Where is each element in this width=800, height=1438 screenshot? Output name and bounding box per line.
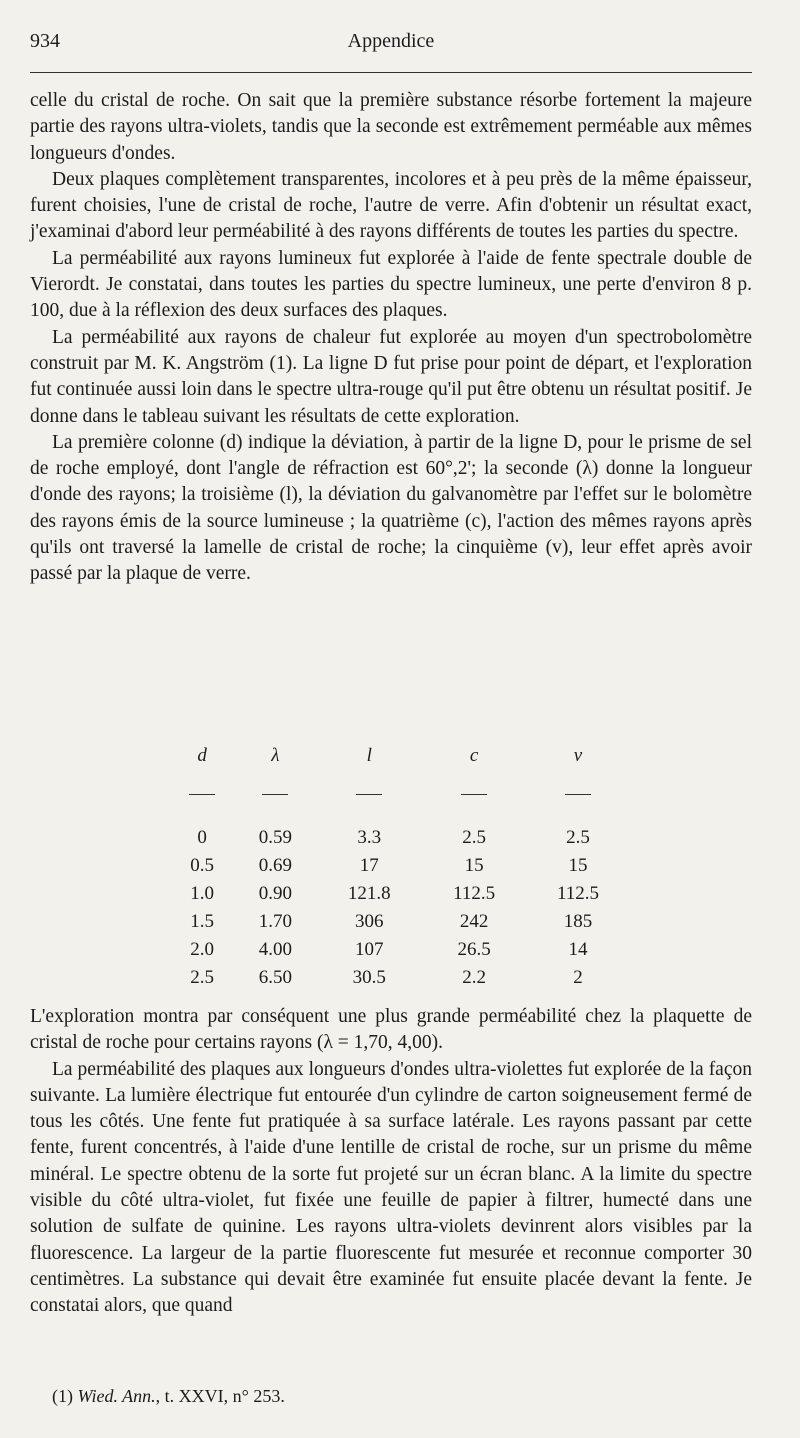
table-cell: 0.59 (258, 827, 292, 848)
paragraph: La première colonne (d) indique la déviation, à partir de la ligne D, pour le prisme de sel de roche employé, dont l'angle de réfraction est 60°,2'; la seconde (λ) donne la longueur d'onde des rayons; la troisième (l), la déviation du galvanomètre par l'effet sur le bolomètre des rayons émis de la source lumineuse ; la quatrième (c), l'action des mêmes rayons après qu'ils ont traversé la lamelle de cristal de roche; la cinquième (v), leur effet après avoir passé par la plaque de verre. (30, 431, 752, 585)
paragraph: La perméabilité aux rayons de chaleur fut explorée au moyen d'un spectrobolomètre construit par M. K. Angström (1). La ligne D fut prise pour point de départ, et l'exploration fut continuée aussi loin dans le spectre ultra-rouge qu'il put être obtenu un résultat positif. Je donne dans le tableau suivant les résultats de cette exploration. (30, 326, 752, 427)
paragraph: celle du cristal de roche. On sait que la première substance résorbe fortement la majeure partie des rayons ultra-violets, tandis que la seconde est extrêmement perméable aux mêmes longueurs d'ondes. (30, 90, 752, 164)
paragraph: La perméabilité aux rayons lumineux fut explorée à l'aide de fente spectrale double de Vierordt. Je constatai, dans toutes les parties du spectre lumineux, une perte d'environ 8 p. 100, due à la réflexion des deux surfaces des plaques. (30, 247, 752, 322)
footnote-reference: , t. XXVI, n° 253. (155, 1386, 285, 1406)
table-dash-row (170, 772, 630, 808)
paragraph: Deux plaques complètement transparentes, incolores et à peu près de la même épaisseur, furent choisies, l'une de cristal de roche, l'autre de verre. Afin d'obtenir un résultat exact, j'examinai d'abord leur perméabilité à des rayons différents de toutes les parties du spectre. (30, 168, 752, 243)
table-cell: 4.00 (258, 939, 292, 960)
table-header-row (170, 740, 630, 772)
column-dash (565, 794, 591, 795)
table-cell: 15 (464, 855, 484, 876)
paragraph: L'exploration montra par conséquent une plus grande perméabilité chez la plaquette de cristal de roche pour certains rayons (λ = 1,70, 4,00). (30, 1006, 752, 1054)
column-dash (461, 794, 487, 795)
table-cell: 2.0 (190, 939, 214, 960)
column-dash (189, 794, 215, 795)
table-cell: 0.5 (190, 855, 214, 876)
table-cell: 6.50 (258, 967, 292, 988)
table-cell: 242 (459, 911, 489, 932)
table-row (170, 852, 630, 880)
table-cell: 0.69 (258, 855, 292, 876)
table-cell: 306 (355, 911, 384, 932)
column-header-c: c (469, 745, 479, 766)
table-cell: 2.5 (462, 827, 486, 848)
footnote-journal: Wied. Ann. (77, 1386, 156, 1406)
table-row (170, 824, 630, 852)
table-cell: 1.5 (190, 911, 214, 932)
table-cell: 1.70 (258, 911, 292, 932)
table-cell: 1.0 (190, 883, 214, 904)
table-cell: 0.90 (258, 883, 292, 904)
table-cell: 112.5 (453, 883, 496, 904)
table-cell: 2.2 (462, 967, 486, 988)
table-cell: 2 (573, 967, 583, 988)
table-cell: 30.5 (352, 967, 386, 988)
running-title: Appendice (347, 30, 435, 52)
table-cell: 2.5 (190, 967, 214, 988)
table-row (170, 908, 630, 936)
table-row (170, 880, 630, 908)
header-rule (30, 72, 752, 73)
column-header-d: d (197, 745, 207, 766)
table-row (170, 936, 630, 964)
table-cell: 2.5 (566, 827, 590, 848)
table-cell: 185 (563, 911, 593, 932)
page-header (30, 30, 752, 60)
column-dash (356, 794, 382, 795)
table-cell: 15 (568, 855, 588, 876)
table-cell: 107 (355, 939, 384, 960)
data-table (170, 740, 630, 992)
page-number: 934 (30, 30, 60, 52)
paragraph: La perméabilité des plaques aux longueurs d'ondes ultra-violettes fut explorée de la façon suivante. La lumière électrique fut entourée d'un cylindre de carton soigneusement fermé de tous les côtés. Une fente fut pratiquée à sa surface latérale. Les rayons passant par cette fente, furent concentrés, à l'aide d'une lentille de cristal de roche, sur un prisme du même minéral. Le spectre obtenu de la sorte fut projeté sur un écran blanc. A la limite du spectre visible du côté ultra-violet, fut fixée une feuille de papier à filtrer, humecté dans une solution de sulfate de quinine. Les rayons ultra-violets devinrent alors visibles par la fluorescence. La largeur de la partie fluorescente fut mesurée et reconnue comporter 30 centimètres. La substance qui devait être examinée fut ensuite placée devant la fente. Je constatai alors, que quand (30, 1058, 752, 1317)
table-cell: 0 (197, 827, 207, 848)
table-cell: 26.5 (457, 939, 491, 960)
table-cell: 17 (359, 855, 379, 876)
footnote-marker: (1) (52, 1386, 73, 1406)
column-header-l: l (366, 745, 372, 766)
footnote (52, 1386, 285, 1407)
table-cell: 112.5 (557, 883, 600, 904)
table-row (170, 964, 630, 992)
body-text-top (30, 88, 752, 588)
table-cell: 14 (568, 939, 588, 960)
column-dash (262, 794, 288, 795)
column-header-lambda: λ (271, 745, 280, 766)
table-cell: 3.3 (357, 827, 382, 848)
body-text-bottom (30, 1004, 752, 1320)
table-cell: 121.8 (347, 883, 391, 904)
column-header-v: v (573, 745, 583, 766)
